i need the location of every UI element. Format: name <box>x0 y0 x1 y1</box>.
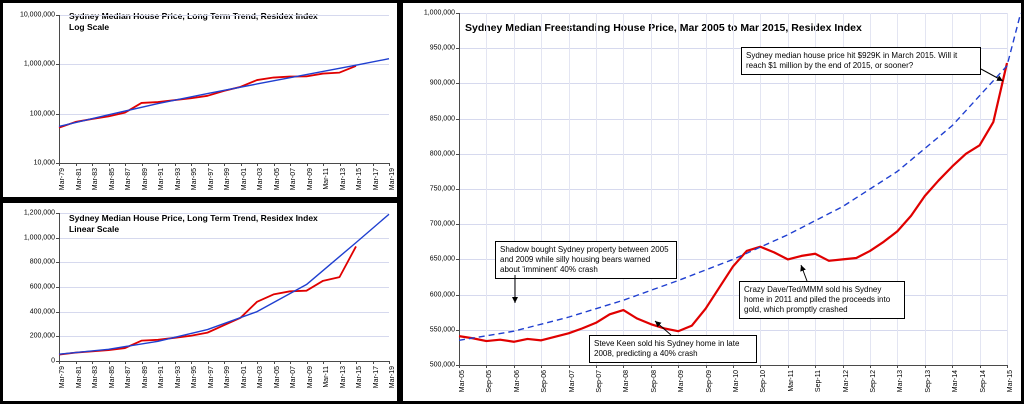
x-axis-tick-label: Mar-03 <box>257 168 264 191</box>
series-line <box>59 66 356 128</box>
x-axis-tick-label: Mar-87 <box>125 168 132 191</box>
x-axis-tick-label: Mar-09 <box>678 370 686 393</box>
x-axis-tick-label: Sep-10 <box>760 370 768 393</box>
chart-series-layer <box>59 213 389 361</box>
x-axis-tick-label: Mar-06 <box>513 370 521 393</box>
x-axis-tick-label: Mar-81 <box>75 168 83 191</box>
linear-scale-chart-panel <box>2 202 398 402</box>
x-axis-tick-label: Mar-91 <box>158 168 165 191</box>
log-scale-chart-panel <box>2 2 398 198</box>
y-axis-tick-label: 600,000 <box>29 283 55 291</box>
x-axis-tick-label: Mar-09 <box>306 366 314 389</box>
y-axis-tick-label: 800,000 <box>429 150 455 158</box>
x-axis-line <box>59 361 389 362</box>
x-axis-tick-label: Mar-19 <box>389 366 396 389</box>
y-axis-tick-label: 1,000,000 <box>23 60 55 68</box>
x-axis-tick-label: Mar-83 <box>92 366 99 389</box>
callout-median-price-929k <box>741 47 981 75</box>
x-axis-tick-label: Mar-17 <box>372 366 380 389</box>
x-axis-tick-label: Mar-13 <box>339 366 347 389</box>
x-axis-tick-label: Mar-99 <box>224 366 231 389</box>
x-axis-tick-label: Mar-97 <box>207 366 215 389</box>
x-axis-tick-label: Sep-12 <box>870 370 877 393</box>
callout-shadow-bought <box>495 241 677 279</box>
y-axis-tick-label: 800,000 <box>29 258 55 266</box>
series-line <box>59 214 389 354</box>
main-chart-title-text: Sydney Median Freestanding House Price, Mar 2005 to Mar 2015, Residex Index <box>465 22 862 34</box>
x-axis-tick-label: Mar-05 <box>273 366 281 389</box>
x-axis-tick-label: Mar-07 <box>568 370 576 393</box>
y-axis-tick-label: 400,000 <box>29 308 55 316</box>
callout-steve-keen <box>589 335 757 363</box>
x-axis-tick-label: Mar-79 <box>59 168 66 191</box>
x-axis-tick-label: Sep-13 <box>924 370 932 393</box>
x-axis-tick-label: Mar-91 <box>158 366 165 389</box>
callout-median-price-929k-text: Sydney median house price hit $929K in March 2015. Will it reach $1 million by the end of 2015, or sooner? <box>746 51 958 70</box>
x-axis-tick-label: Mar-08 <box>623 370 631 393</box>
x-axis-tick-label: Mar-15 <box>1007 370 1014 393</box>
x-axis-tick-label: Sep-08 <box>650 370 658 393</box>
x-axis-tick-label: Mar-99 <box>224 168 231 191</box>
x-axis-tick-label: Mar-11 <box>323 168 330 190</box>
x-axis-tick-label: Mar-11 <box>323 366 330 388</box>
x-axis-tick-label: Mar-93 <box>174 168 182 191</box>
x-axis-tick-label: Mar-85 <box>108 366 116 389</box>
series-line <box>59 246 356 354</box>
x-axis-tick-label: Mar-13 <box>897 370 905 393</box>
y-axis-tick-label: 1,200,000 <box>23 209 55 217</box>
y-axis-tick-label: 700,000 <box>429 220 455 228</box>
x-axis-tick-label: Mar-01 <box>240 168 248 191</box>
callout-crazy-dave-text: Crazy Dave/Ted/MMM sold his Sydney home in 2011 and piled the proceeds into gold, which promptly crashed <box>744 285 891 314</box>
x-axis-tickmark <box>389 361 390 364</box>
x-axis-tick-label: Sep-07 <box>596 370 603 393</box>
callout-crazy-dave <box>739 281 905 319</box>
y-axis-tick-label: 850,000 <box>429 115 455 123</box>
x-axis-tickmark <box>1007 365 1008 368</box>
x-axis-tick-label: Mar-83 <box>92 168 99 191</box>
y-axis-tick-label: 200,000 <box>29 332 55 340</box>
x-axis-tick-label: Mar-87 <box>125 366 132 389</box>
log-chart-title-line2: Log Scale <box>69 22 110 32</box>
y-axis-tick-label: 550,000 <box>429 326 455 334</box>
x-axis-tick-label: Mar-11 <box>787 370 795 392</box>
x-axis-tick-label: Mar-07 <box>290 366 297 389</box>
x-axis-tick-label: Mar-15 <box>356 168 363 191</box>
x-axis-tick-label: Sep-05 <box>486 370 494 393</box>
x-axis-line <box>59 163 389 164</box>
x-axis-tick-label: Mar-14 <box>952 370 960 393</box>
y-axis-tick-label: 0 <box>51 357 55 365</box>
x-axis-tick-label: Mar-19 <box>389 168 396 191</box>
y-axis-tick-label: 600,000 <box>429 291 455 299</box>
x-axis-tick-label: Mar-03 <box>257 366 264 389</box>
callout-shadow-bought-text: Shadow bought Sydney property between 2005 and 2009 while silly housing bears warned about 'imminent' 40% crash <box>500 245 669 274</box>
y-axis-tick-label: 1,000,000 <box>23 234 55 242</box>
x-axis-tick-label: Mar-05 <box>459 370 466 393</box>
chart-series-layer <box>59 15 389 163</box>
x-axis-tick-label: Mar-95 <box>191 366 198 389</box>
x-axis-tick-label: Mar-85 <box>108 168 116 191</box>
log-chart-title-line1: Sydney Median House Price, Long Term Trend, Residex Index <box>69 11 318 21</box>
series-line <box>459 63 1007 342</box>
x-axis-tick-label: Mar-13 <box>339 168 347 191</box>
x-axis-tick-label: Mar-09 <box>306 168 314 191</box>
y-axis-tick-label: 1,000,000 <box>423 9 455 17</box>
y-axis-tick-label: 900,000 <box>429 79 455 87</box>
x-axis-tick-label: Mar-89 <box>141 366 149 389</box>
linear-chart-title-line2: Linear Scale <box>69 224 120 234</box>
x-axis-tick-label: Mar-81 <box>75 366 83 389</box>
x-axis-tick-label: Mar-97 <box>207 168 215 191</box>
x-axis-tick-label: Mar-15 <box>356 366 363 389</box>
x-axis-tickmark <box>389 163 390 166</box>
callout-steve-keen-text: Steve Keen sold his Sydney home in late 2008, predicting a 40% crash <box>594 339 740 358</box>
x-axis-tick-label: Mar-89 <box>141 168 149 191</box>
y-axis-tick-label: 10,000 <box>33 159 55 167</box>
x-axis-tick-label: Mar-05 <box>273 168 281 191</box>
x-axis-tick-label: Mar-10 <box>733 370 740 393</box>
x-axis-tick-label: Mar-12 <box>842 370 850 393</box>
y-axis-tick-label: 10,000,000 <box>19 11 55 19</box>
x-axis-tick-label: Mar-79 <box>59 366 66 389</box>
y-axis-tick-label: 100,000 <box>29 110 55 118</box>
x-axis-tick-label: Mar-95 <box>191 168 198 191</box>
x-axis-tick-label: Sep-06 <box>541 370 549 393</box>
linear-chart-plot-area <box>23 209 396 389</box>
y-axis-tick-label: 500,000 <box>429 361 455 369</box>
y-axis-tick-label: 650,000 <box>429 255 455 263</box>
x-axis-tick-label: Sep-09 <box>705 370 713 393</box>
y-axis-tick-label: 950,000 <box>429 44 455 52</box>
x-axis-tick-label: Mar-07 <box>290 168 297 191</box>
y-axis-tick-label: 750,000 <box>429 185 455 193</box>
x-axis-tick-label: Mar-93 <box>174 366 182 389</box>
x-axis-tick-label: Sep-11 <box>815 370 823 393</box>
x-axis-tick-label: Mar-01 <box>240 366 248 389</box>
linear-chart-title-line1: Sydney Median House Price, Long Term Trend, Residex Index <box>69 213 318 223</box>
log-chart-plot-area <box>19 11 396 191</box>
x-axis-tick-label: Mar-17 <box>372 168 380 191</box>
x-axis-line <box>459 365 1007 366</box>
x-axis-tick-label: Sep-14 <box>979 370 987 393</box>
main-chart-panel <box>402 2 1022 402</box>
